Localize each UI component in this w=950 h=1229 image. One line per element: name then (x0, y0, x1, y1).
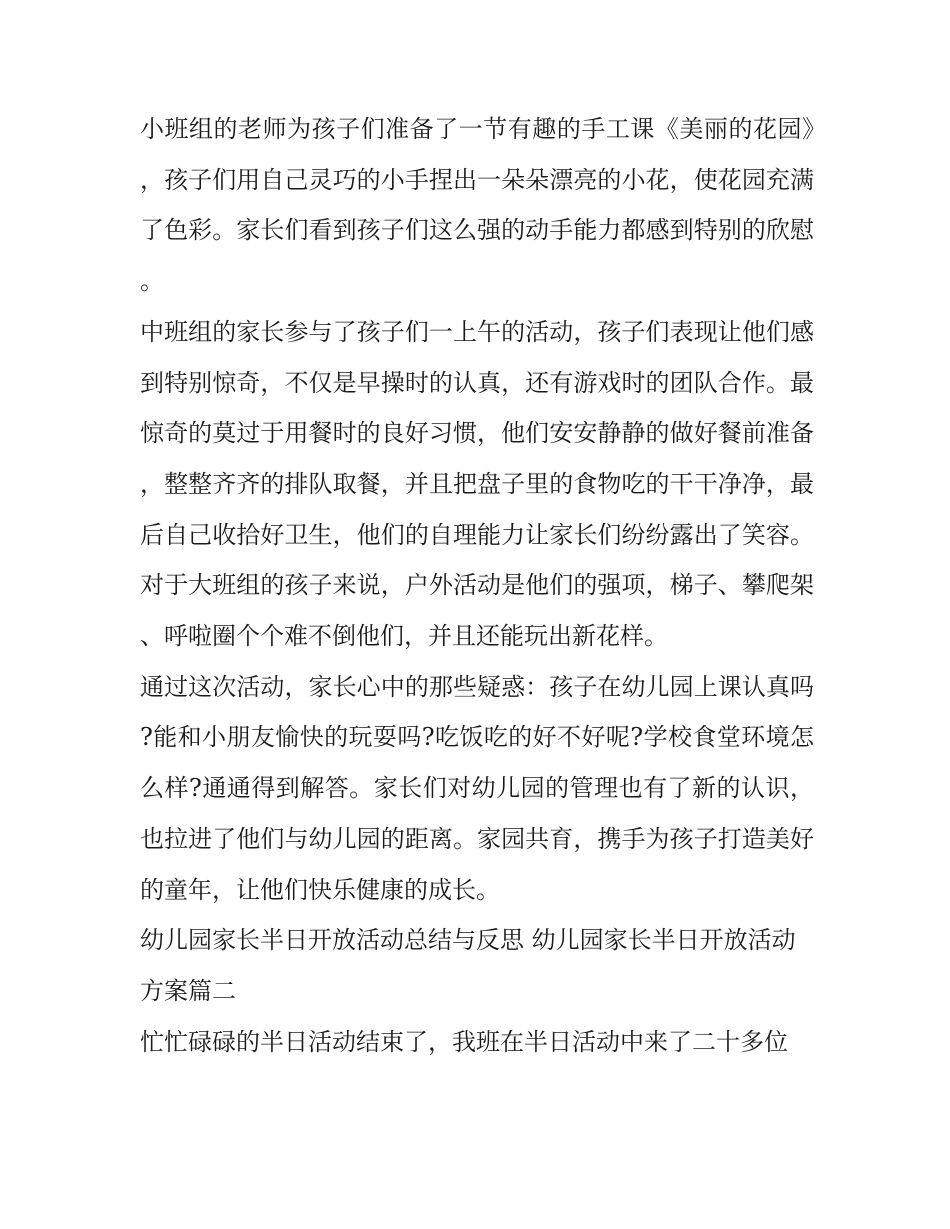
paragraph-summary: 通过这次活动，家长心中的那些疑惑：孩子在幼儿园上课认真吗?能和小朋友愉快的玩耍吗?吃饭吃的好不好呢?学校食堂环境怎么样?通通得到解答。家长们对幼儿园的管理也有了新的认识，也拉进了他们与幼儿园的距离。家园共育，携手为孩子打造美好的童年，让他们快乐健康的成长。 (140, 672, 814, 904)
paragraph-section-two-start: 忙忙碌碌的半日活动结束了，我班在半日活动中来了二十多位 (140, 1027, 788, 1056)
section-heading: 幼儿园家长半日开放活动总结与反思 幼儿园家长半日开放活动方案篇二 (140, 926, 796, 1005)
document-page (140, 104, 814, 1067)
paragraph-middle-class: 中班组的家长参与了孩子们一上午的活动，孩子们表现让他们感到特别惊奇，不仅是早操时的认真，还有游戏时的团队合作。最惊奇的莫过于用餐时的良好习惯，他们安安静静的做好餐前准备，整整齐齐的排队取餐，并且把盘子里的食物吃的干干净净，最后自己收拾好卫生，他们的自理能力让家长们纷纷露出了笑容。对于大班组的孩子来说，户外活动是他们的强项，梯子、攀爬架、呼啦圈个个难不倒他们，并且还能玩出新花样。 (140, 317, 814, 651)
paragraph-small-class: 小班组的老师为孩子们准备了一节有趣的手工课《美丽的花园》，孩子们用自己灵巧的小手捏出一朵朵漂亮的小花，使花园充满了色彩。家长们看到孩子们这么强的动手能力都感到特别的欣慰。 (140, 115, 814, 296)
